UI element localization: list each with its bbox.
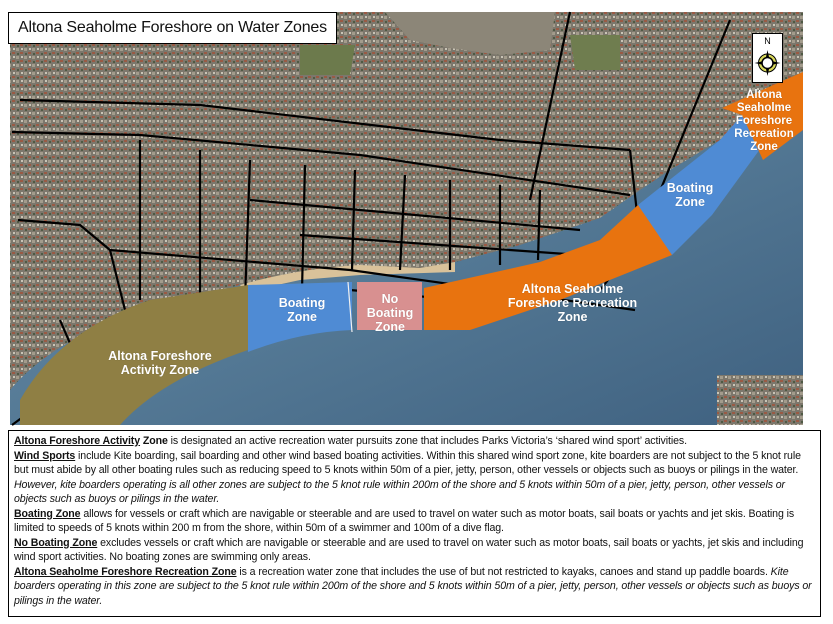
definition-boating-zone: Boating Zone allows for vessels or craft which are navigable or steerable and are used to travel on water such as motor boats, sail boats or yachts and jet skis. Boating is limited to speeds of 5 knots within 200 m from the shore, within 50m of a swimmer and 100m of a dive flag.: [14, 507, 795, 534]
label-no-boating-zone: No Boating Zone: [366, 292, 414, 334]
label-recreation-zone-central: Altona Seaholme Foreshore Recreation Zone: [507, 282, 638, 324]
label-activity-zone: Altona Foreshore Activity Zone: [108, 349, 212, 377]
label-recreation-zone-east: Altona Seaholme Foreshore Recreation Zone: [734, 89, 794, 153]
term-boating-zone: Boating Zone: [14, 507, 81, 520]
definition-activity-zone: Altona Foreshore Activity Zone is designated an active recreation water pursuits zone that includes Parks Victoria’s ‘shared wind sport’ activities.: [14, 435, 687, 447]
term-no-boating-zone: No Boating Zone: [14, 536, 98, 549]
label-boating-zone-east: Boating Zone: [666, 181, 714, 209]
north-arrow-compass-icon: [752, 33, 783, 83]
definition-no-boating-zone: No Boating Zone excludes vessels or craft which are navigable or steerable and are used to travel on water such as motor boats, sail boats or yachts, jet skis and including wind sport activities. No boating zones are swimming only areas.: [14, 536, 804, 563]
term-recreation-zone: Altona Seaholme Foreshore Recreation Zone: [14, 565, 237, 578]
term-activity-zone: Altona Foreshore Activity: [14, 435, 141, 447]
definition-wind-sports: Wind Sports include Kite boarding, sail boarding and other wind based boating activities. Within this shared wind sport zone, kite boarders are not subject to the 5 knot rule but must abide by all other boating rules such as reducing speed to 5 knots within 50m of a pier, jetty, person, other vessels or objects such as buoys or pilings in the water. However, kite boarders operating is all other zones are subject to the 5 knot rule within 200m of the shore and 5 knots within 50m of a pier, jetty, person, other vessels or objects such as buoys or pilings in the water.: [14, 449, 801, 505]
north-label: N: [764, 36, 771, 46]
zone-definitions-legend: [8, 430, 821, 617]
label-boating-zone-west: Boating Zone: [278, 296, 326, 324]
definition-recreation-zone: Altona Seaholme Foreshore Recreation Zone is a recreation water zone that includes the use of but not restricted to kayaks, canoes and stand up paddle boards. Kite boarders operating in this zone are subject to the 5 knot rule within 200m of the shore and 5 knots within 50m of a pier, jetty, person, other vessels or objects such as buoys or pilings in the water.: [14, 565, 812, 607]
term-wind-sports: Wind Sports: [14, 449, 76, 462]
map-title: Altona Seaholme Foreshore on Water Zones: [8, 12, 337, 44]
